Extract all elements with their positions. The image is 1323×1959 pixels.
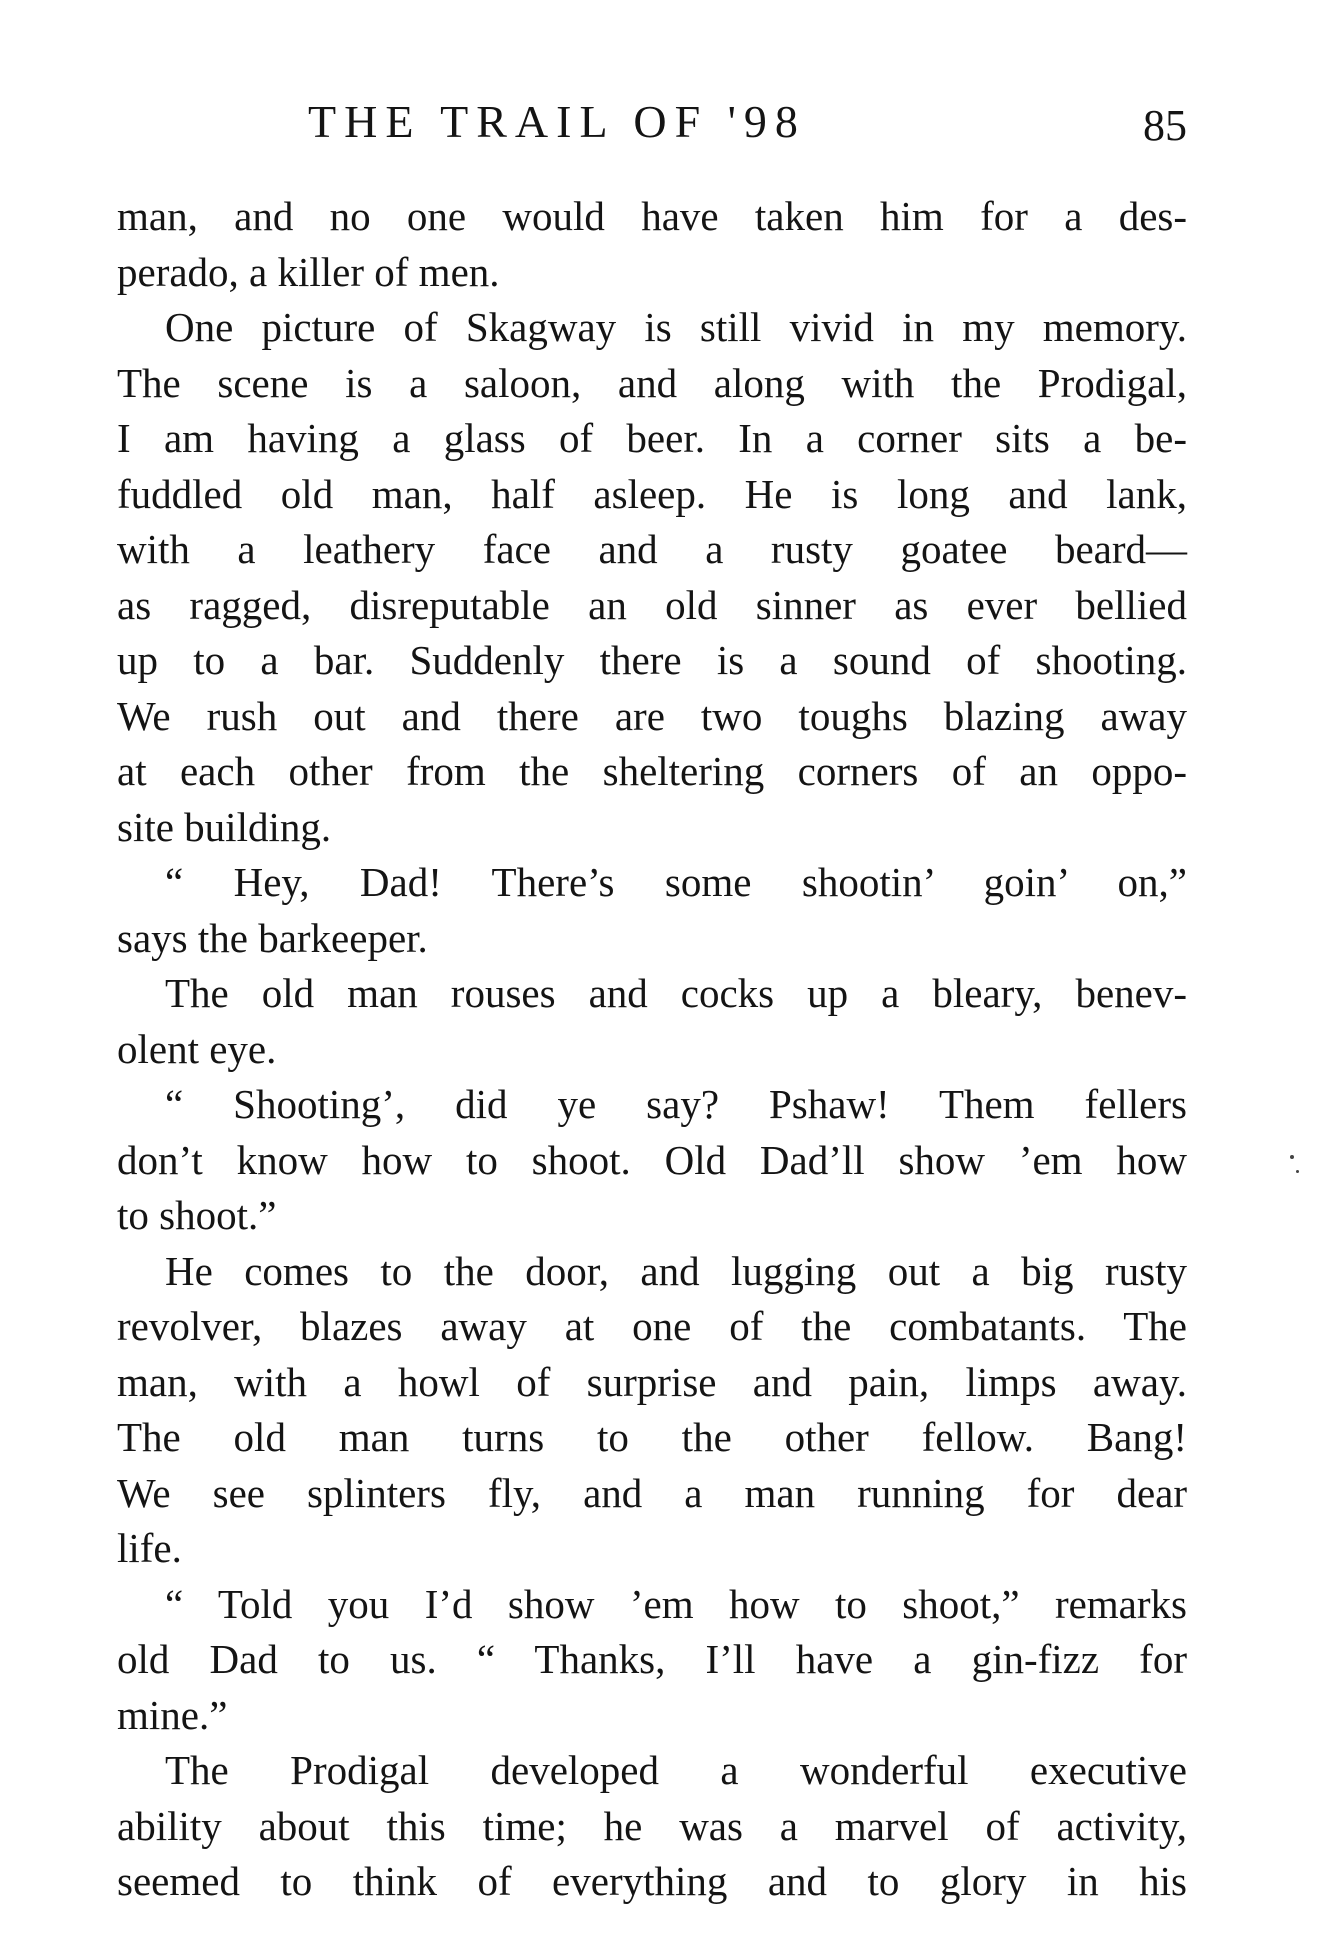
page-number: 85	[1143, 101, 1187, 150]
text-line: ability about this time; he was a marvel of activity,	[117, 1802, 1187, 1849]
text-line: as ragged, disreputable an old sinner as ever bellied	[117, 581, 1187, 628]
text-line: to shoot.”	[117, 1192, 277, 1238]
running-head	[117, 92, 1187, 152]
text-line: “ Told you I’d show ’em how to shoot,” remarks	[165, 1580, 1187, 1627]
text-line: We rush out and there are two toughs blazing away	[117, 692, 1187, 739]
text-line: mine.”	[117, 1691, 228, 1738]
text-line: One picture of Skagway is still vivid in my memory.	[165, 304, 1187, 350]
print-speck	[1296, 1170, 1299, 1173]
print-speck	[1290, 1155, 1294, 1159]
text-line: We see splinters fly, and a man running for dear	[117, 1469, 1187, 1516]
text-line: The old man rouses and cocks up a bleary, benev-	[165, 970, 1187, 1016]
text-line: revolver, blazes away at one of the combatants. The	[117, 1303, 1187, 1349]
text-line: The Prodigal developed a wonderful executive	[165, 1747, 1187, 1793]
text-line: man, and no one would have taken him for a des-	[117, 193, 1187, 239]
text-line: man, with a howl of surprise and pain, limps away.	[117, 1358, 1187, 1405]
text-line: site building.	[117, 803, 332, 850]
running-title: THE TRAIL OF '98	[308, 96, 806, 147]
text-line: olent eye.	[117, 1025, 277, 1072]
text-line: “ Shooting’, did ye say? Pshaw! Them fellers	[165, 1081, 1187, 1127]
text-line: The old man turns to the other fellow. Bang!	[117, 1414, 1187, 1460]
text-line: perado, a killer of men.	[117, 248, 500, 295]
text-line: I am having a glass of beer. In a corner sits a be-	[117, 415, 1187, 461]
text-line: says the barkeeper.	[117, 914, 428, 961]
text-line: with a leathery face and a rusty goatee beard—	[117, 526, 1187, 572]
text-line: don’t know how to shoot. Old Dad’ll show ’em how	[117, 1136, 1187, 1183]
text-line: “ Hey, Dad! There’s some shootin’ goin’ on,”	[165, 859, 1187, 905]
text-line: seemed to think of everything and to glory in his	[117, 1858, 1187, 1904]
text-line: up to a bar. Suddenly there is a sound of shooting.	[117, 637, 1187, 683]
text-line: at each other from the sheltering corners of an oppo-	[117, 748, 1187, 794]
body-text	[117, 189, 1187, 1910]
text-line: The scene is a saloon, and along with the Prodigal,	[117, 359, 1187, 406]
text-line: old Dad to us. “ Thanks, I’ll have a gin-fizz for	[117, 1636, 1187, 1682]
text-line: He comes to the door, and lugging out a big rusty	[165, 1247, 1187, 1294]
text-line: fuddled old man, half asleep. He is long and lank,	[117, 470, 1187, 517]
text-line: life.	[117, 1525, 182, 1571]
